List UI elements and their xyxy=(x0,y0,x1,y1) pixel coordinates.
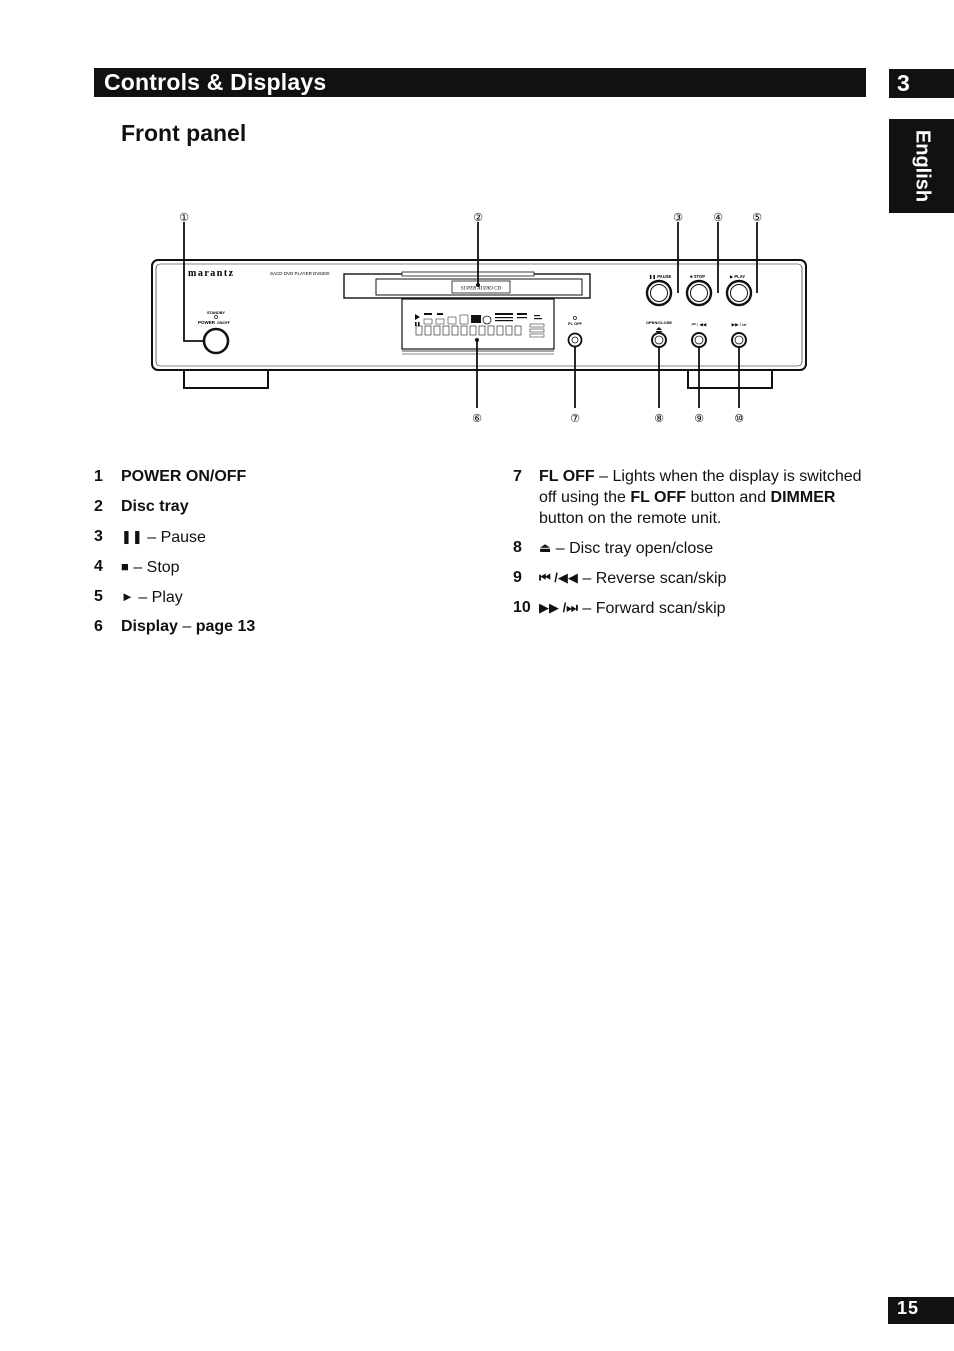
language-tab xyxy=(889,119,954,213)
chapter-title: Controls & Displays xyxy=(104,69,327,95)
page-number: 15 xyxy=(897,1298,920,1318)
standby-label: STANDBY xyxy=(206,311,226,315)
chapter-title-bar xyxy=(94,68,866,97)
chapter-number-badge xyxy=(889,69,954,98)
power-label: POWER xyxy=(198,320,216,325)
play-label: ▶ PLAY xyxy=(730,274,746,279)
power-sub-label: ON/OFF xyxy=(217,321,230,325)
front-panel-diagram xyxy=(140,200,820,430)
tray-logo: SUPER AUDIO CD xyxy=(460,286,502,292)
forward-skip-label: ▶▶ / ⏭ xyxy=(731,322,747,327)
callout-10: ⑩ xyxy=(734,412,744,425)
disc-tray-top xyxy=(402,272,534,276)
fl-off-label: FL OFF xyxy=(568,321,582,326)
stop-label: ■ STOP xyxy=(690,274,706,279)
forward-skip-button xyxy=(732,333,746,347)
chapter-number: 3 xyxy=(897,70,910,96)
page-number-badge xyxy=(888,1297,954,1324)
callout-1: ① xyxy=(179,211,189,224)
open-close-label: OPEN/CLOSE xyxy=(645,320,673,325)
callout-7: ⑦ xyxy=(570,412,580,425)
callout-2: ② xyxy=(473,211,483,224)
eject-icon: ⏏ xyxy=(539,540,552,555)
section-title: Front panel xyxy=(121,120,247,146)
callout-5: ⑤ xyxy=(752,211,762,224)
pause-label: ❚❚ PAUSE xyxy=(649,274,672,279)
open-close-button xyxy=(652,333,666,347)
brand-logo: marantz xyxy=(188,268,235,279)
callout-4: ④ xyxy=(713,211,723,224)
callout-6: ⑥ xyxy=(472,412,482,425)
callout-3: ③ xyxy=(673,211,683,224)
reverse-skip-button xyxy=(692,333,706,347)
reverse-skip-icon: ⏮ /◀◀ xyxy=(539,570,578,585)
language-label: English xyxy=(911,129,933,203)
reverse-skip-label: ⏮ / ◀◀ xyxy=(691,322,707,327)
power-button xyxy=(204,329,228,353)
callout-9: ⑨ xyxy=(694,412,704,425)
stop-icon: ■ xyxy=(121,559,129,574)
forward-skip-icon: ▶▶ /⏭ xyxy=(539,600,578,615)
callout-8: ⑧ xyxy=(654,412,664,425)
pause-icon: ❚❚ xyxy=(121,529,143,544)
model-label: SACD DVD PLAYER DV6300 xyxy=(270,271,330,276)
fl-off-button xyxy=(569,334,582,347)
play-icon: ► xyxy=(121,589,134,604)
